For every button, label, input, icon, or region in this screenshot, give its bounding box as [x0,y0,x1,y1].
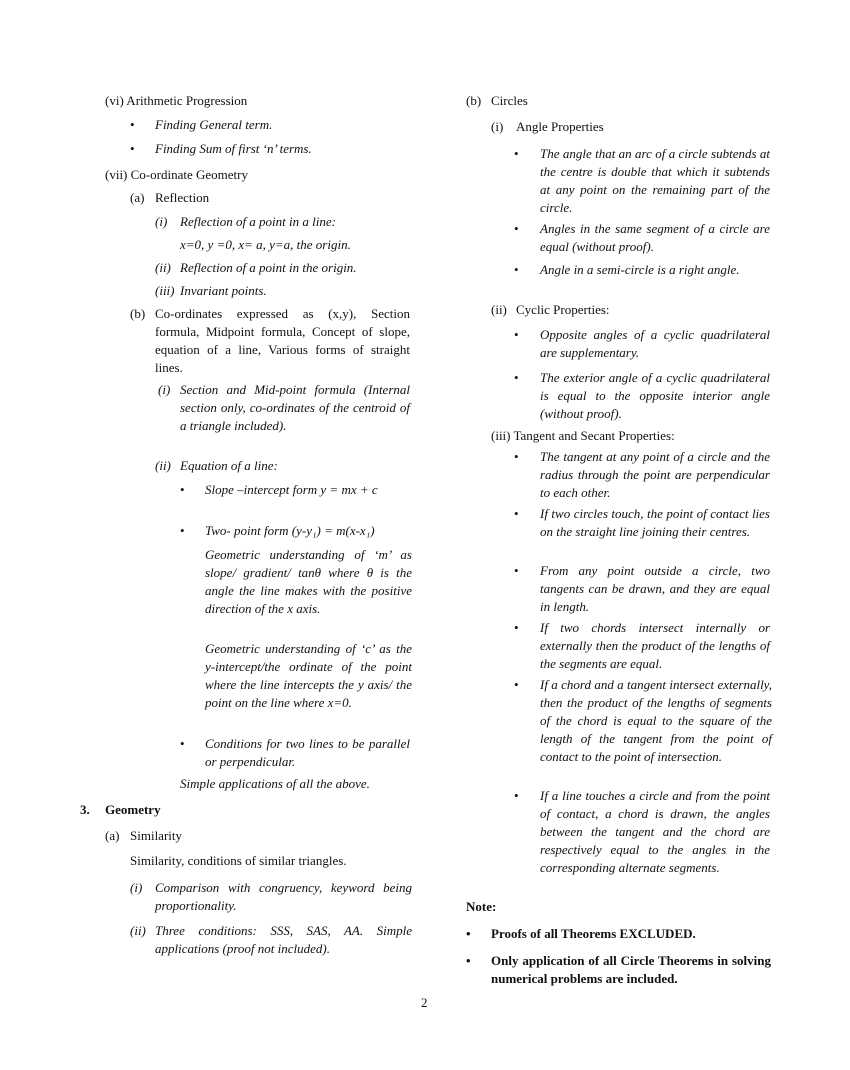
line-form-bullet: Two- point form (y-y₁) = m(x-x₁) [205,523,375,538]
bullet-icon: • [180,523,185,538]
c-understanding: Geometric understanding of ‘c’ as the y-intercept/the ordinate of the point where the line intercepts the y axis/ the point on the line where x=0. [205,641,412,710]
ap-bullet: Finding General term. [155,117,273,132]
tangent-property: If two chords intersect internally or externally then the product of the lengths of the segments are equal. [540,620,770,671]
page-number: 2 [421,995,428,1010]
cg-heading: (vii) Co-ordinate Geometry [105,167,248,182]
cg-a-item-num: (i) [155,214,168,229]
cg-a-item-text: Reflection of a point in the origin. [180,260,357,275]
circles-title: Circles [491,93,528,108]
bullet-icon: • [514,262,519,277]
angle-property: The angle that an arc of a circle subtends at the centre is double that which it subtends at any point on the remaining part of the circle. [540,146,770,215]
cg-b-i-num: (i) [158,382,171,397]
note-item: Only application of all Circle Theorems in solving numerical problems are included. [491,953,771,986]
bullet-icon: • [514,370,519,385]
bullet-icon: • [130,141,135,156]
tangent-property: If two circles touch, the point of contact lies on the straight line joining their centres. [540,506,770,539]
cyclic-props-num: (ii) [491,302,507,317]
bullet-icon: • [514,677,519,692]
geo-ii-text: Three conditions: SSS, SAS, AA. Simple applications (proof not included). [155,923,412,956]
bullet-icon: • [514,620,519,635]
geo-a-title: Similarity [130,828,182,843]
geo-a-label: (a) [105,828,120,843]
tangent-property: If a chord and a tangent intersect externally, then the product of the lengths of segments of the chord is equal to the square of the length of the tangent from the point of contact to the point of intersection. [540,677,772,764]
angle-props-title: Angle Properties [516,119,604,134]
bullet-icon: • [514,788,519,803]
ap-heading: (vi) Arithmetic Progression [105,93,248,108]
geo-intro: Similarity, conditions of similar triangles. [130,853,347,868]
bullet-icon: • [466,926,471,941]
conditions-bullet: Conditions for two lines to be parallel or perpendicular. [205,736,410,769]
geo-i-num: (i) [130,880,143,895]
m-understanding: Geometric understanding of ‘m’ as slope/ gradient/ tanθ where θ is the angle the line makes with the positive direction of the x axis. [205,547,412,616]
bullet-icon: • [514,221,519,236]
geo-ii-num: (ii) [130,923,146,938]
tangent-props-heading: (iii) Tangent and Secant Properties: [491,428,675,443]
cg-a-item-num: (ii) [155,260,171,275]
bullet-icon: • [514,506,519,521]
bullet-icon: • [514,449,519,464]
angle-property: Angles in the same segment of a circle are equal (without proof). [540,221,770,254]
bullet-icon: • [514,563,519,578]
tangent-property: The tangent at any point of a circle and the radius through the point are perpendicular to each other. [540,449,770,500]
cg-b-i-text: Section and Mid-point formula (Internal section only, co-ordinates of the centroid of a triangle included). [180,382,410,433]
section-number: 3. [80,802,90,817]
bullet-icon: • [514,327,519,342]
cg-b-ii-num: (ii) [155,458,171,473]
angle-property: Angle in a semi-circle is a right angle. [540,262,740,277]
note-item: Proofs of all Theorems EXCLUDED. [491,926,696,941]
cg-b-label: (b) [130,306,146,321]
line-form-bullet: Slope –intercept form y = mx + c [205,482,378,497]
cg-a-item-num: (iii) [155,283,175,298]
angle-props-num: (i) [491,119,504,134]
cg-a-item-text: Invariant points. [180,283,267,298]
cg-a-label: (a) [130,190,145,205]
note-label: Note: [466,899,497,914]
section-title: Geometry [105,802,161,817]
cg-b-ii-text: Equation of a line: [180,458,278,473]
cyclic-props-title: Cyclic Properties: [516,302,610,317]
cg-a-item-text: Reflection of a point in a line: [180,214,336,229]
bullet-icon: • [130,117,135,132]
ap-bullet: Finding Sum of first ‘n’ terms. [155,141,312,156]
bullet-icon: • [466,953,471,968]
bullet-icon: • [180,482,185,497]
tangent-property: From any point outside a circle, two tangents can be drawn, and they are equal in length. [540,563,770,614]
cg-a-item-text: x=0, y =0, x= a, y=a, the origin. [180,237,351,252]
cg-a-title: Reflection [155,190,210,205]
circles-label: (b) [466,93,482,108]
simple-applications: Simple applications of all the above. [180,776,370,791]
cyclic-property: Opposite angles of a cyclic quadrilateral are supplementary. [540,327,770,360]
bullet-icon: • [514,146,519,161]
tangent-property: If a line touches a circle and from the point of contact, a chord is drawn, the angles between the tangent and the chord are respectively equal to the angles in the corresponding alternate segments. [540,788,770,875]
bullet-icon: • [180,736,185,751]
cg-b-text: Co-ordinates expressed as (x,y), Section formula, Midpoint formula, Concept of slope, equation of a line, Various forms of straight lines. [155,306,410,375]
cyclic-property: The exterior angle of a cyclic quadrilateral is equal to the opposite interior angle (without proof). [540,370,770,421]
geo-i-text: Comparison with congruency, keyword being proportionality. [155,880,412,913]
